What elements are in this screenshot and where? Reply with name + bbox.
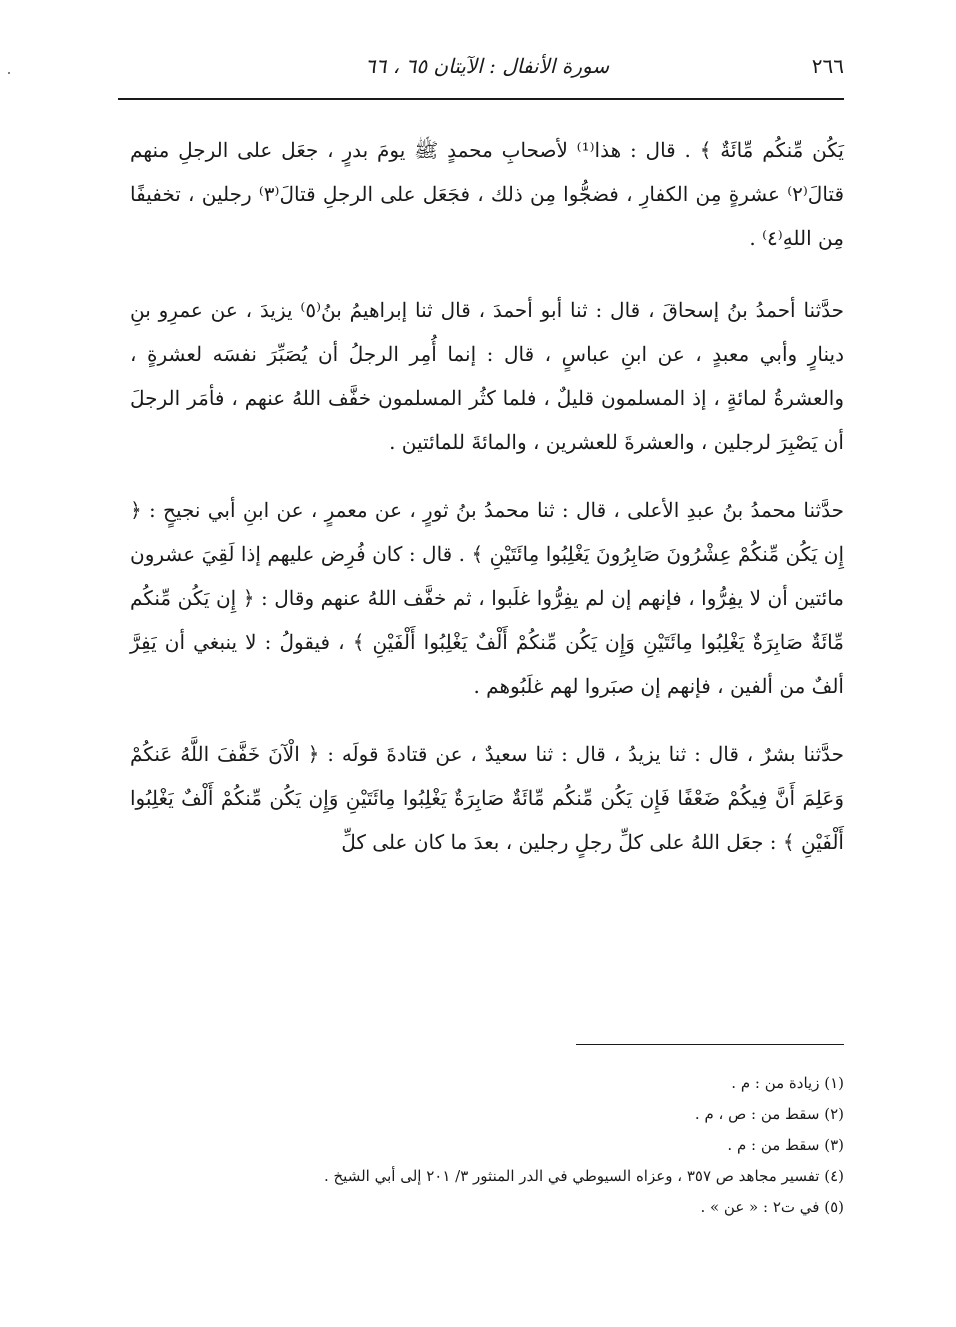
paragraph-4: حدَّثنا بشرٌ ، قال : ثنا يزيدُ ، قال : ثنا سعيدٌ ، عن قتادةَ قولَه : ﴿ الْآنَ خَفَّفَ اللَّهُ عَنكُمْ وَعَلِمَ أَنَّ فِيكُمْ ضَعْفًا فَإِن يَكُن مِّنكُم مِّائَةٌ صَابِرَةٌ يَغْلِبُوا مِائَتَيْنِ وَإِن يَكُن مِّنكُمْ أَلْفٌ يَغْلِبُوا أَلْفَيْنِ ﴾ : جعَل اللهُ على كلِّ رجلٍ رجلين ، بعدَ ما كان على كلِّ <box>130 742 845 854</box>
paragraph-1: يَكُن مِّنكُم مِّائَةٌ ﴾ . قال : هذا⁽¹⁾ لأصحابِ محمدٍ ﷺ يومَ بدرٍ ، جعَل على الرجلِ منهم قتالَ⁽٢⁾ عشرةٍ مِن الكفارِ ، فضجُّوا مِن ذلك ، فجَعَل على الرجلِ قتالَ⁽٣⁾ رجلين ، تخفيفًا مِن اللهِ⁽٤⁾ . <box>130 138 845 250</box>
main-text <box>130 128 844 888</box>
footnote-rule <box>576 1044 844 1045</box>
running-header <box>130 48 844 88</box>
footnote-2: (٢) سقط من : ص ، م . <box>694 1105 844 1123</box>
paragraph-2: حدَّثنا أحمدُ بنُ إسحاقَ ، قال : ثنا أبو أحمدَ ، قال ثنا إبراهيمُ بنُ⁽٥⁾ يزيدَ ، عن عمرِو بنِ دينارٍ وأبي معبدٍ ، عن ابنِ عباسٍ ، قال : إنما أُمِر الرجلُ أن يُصَبِّرَ نفسَه لعشرةٍ ، والعشرةُ لمائةٍ ، إذ المسلمون قليلٌ ، فلما كثُر المسلمون خفَّف اللهُ عنهم ، فأمَر الرجلَ أن يَصْبِرَ لرجلين ، والعشرةَ للعشرين ، والمائةَ للمائتين . <box>130 298 844 454</box>
paragraph-3: حدَّثنا محمدُ بنُ عبدِ الأعلى ، قال : ثنا محمدُ بنُ ثورٍ ، عن معمرٍ ، عن ابنِ أبي نجيحٍ : ﴿ إِن يَكُن مِّنكُمْ عِشْرُونَ صَابِرُونَ يَغْلِبُوا مِائَتَيْنِ ﴾ . قال : كان فُرِض عليهم إذا لَقِيَ عشرون مائتين أن لا يفِرُّوا ، فإنهم إن لم يفِرُّوا غلَبوا ، ثم خفَّف اللهُ عنهم وقال : ﴿ إِن يَكُن مِّنكُم مِّائَةٌ صَابِرَةٌ يَغْلِبُوا مِائَتَيْنِ وَإِن يَكُن مِّنكُمْ أَلْفٌ يَغْلِبُوا أَلْفَيْنِ ﴾ ، فيقولُ : لا ينبغي أن يَفِرَّ ألفٌ من ألفين ، فإنهم إن صبَروا لهم غلَبُوهم . <box>130 498 844 698</box>
chapter-title: سورة الأنفال : الآيتان ٦٥ ، ٦٦ <box>364 54 610 78</box>
footnote-5: (٥) في ت٢ : « عن » . <box>700 1198 844 1216</box>
footnote-3: (٣) سقط من : م . <box>727 1136 844 1154</box>
header-rule <box>118 98 844 100</box>
stray-ink-mark <box>8 72 10 74</box>
footnotes <box>130 1068 844 1223</box>
footnote-1: (١) زيادة من : م . <box>731 1074 844 1092</box>
footnote-4: (٤) تفسير مجاهد ص ٣٥٧ ، وعزاه السيوطي في الدر المنثور ٣/ ٢٠١ إلى أبي الشيخ . <box>323 1167 844 1185</box>
page-number: ٢٦٦ <box>811 54 844 78</box>
